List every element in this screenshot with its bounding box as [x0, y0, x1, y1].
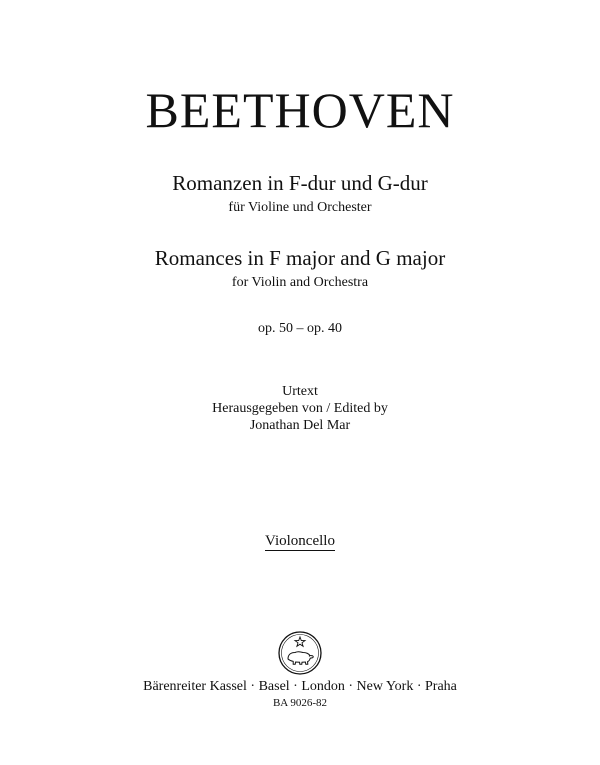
instrument-part-label: [0, 534, 600, 549]
edited-by-label: Herausgegeben von / Edited by: [212, 401, 388, 416]
publisher-imprint: Bärenreiter Kassel · Basel · London · New York · Praha: [143, 679, 457, 694]
work-title-german: Romanzen in F-dur und G-dur: [172, 171, 428, 195]
baerenreiter-bear-logo-icon: [277, 630, 323, 676]
composer-name: BEETHOVEN: [145, 82, 455, 138]
work-title-english: Romances in F major and G major: [154, 246, 446, 270]
opus-numbers: op. 50 – op. 40: [258, 321, 342, 336]
work-subtitle-english: for Violin and Orchestra: [231, 275, 369, 290]
editor-name: Jonathan Del Mar: [249, 418, 351, 433]
catalog-number: BA 9026-82: [272, 697, 328, 709]
urtext-label: Urtext: [282, 384, 318, 399]
instrument-part-text: Violoncello: [265, 533, 335, 549]
work-subtitle-german: für Violine und Orchester: [228, 200, 372, 215]
